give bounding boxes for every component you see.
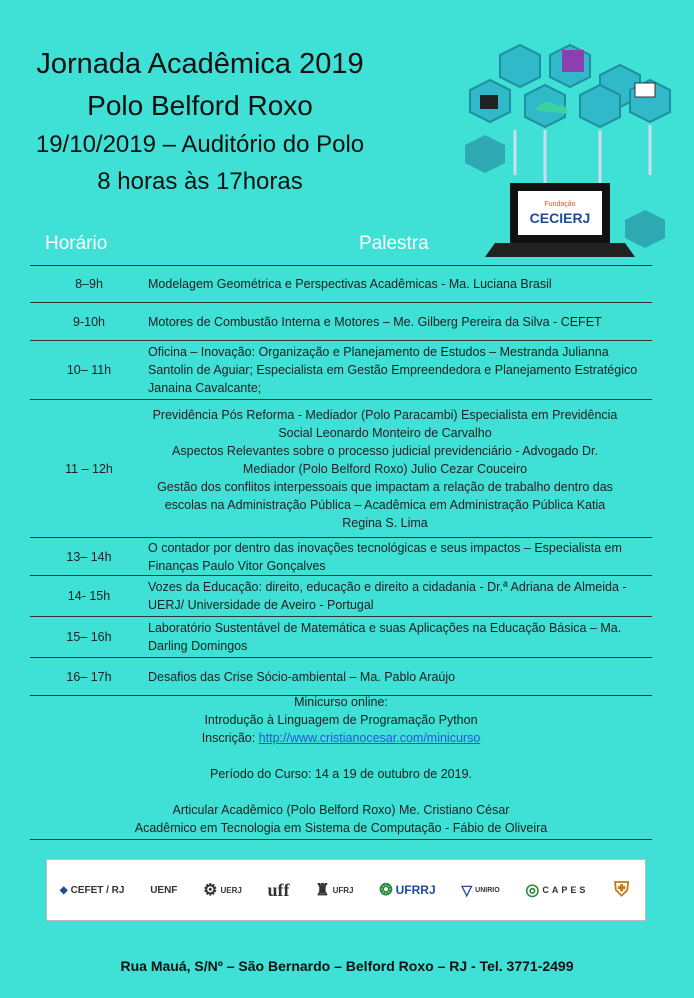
- uerj-logo: ⚙ UERJ: [203, 882, 242, 899]
- event-location: Polo Belford Roxo: [87, 90, 313, 121]
- partner-logos-strip: [46, 859, 646, 921]
- minicurso-course: Introdução à Linguagem de Programação Python: [204, 713, 478, 727]
- schedule-row: [30, 537, 652, 575]
- schedule-row: [30, 399, 652, 537]
- event-hours: 8 horas às 17horas: [97, 168, 303, 195]
- schedule-row: [30, 340, 652, 399]
- ufrj-logo: ♜ UFRJ: [315, 882, 354, 899]
- minicurso-section: [30, 693, 652, 840]
- credit-line: Articular Acadêmico (Polo Belford Roxo) Me. Cristiano César: [172, 803, 510, 817]
- hex-tile: [580, 85, 620, 127]
- event-date: 19/10/2019 – Auditório do Polo: [35, 131, 365, 158]
- signup-link[interactable]: http://www.cristianocesar.com/minicurso: [258, 731, 481, 745]
- cecierj-sublabel: Fundação: [544, 201, 576, 208]
- time-slot: 11 – 12h: [65, 461, 113, 476]
- schedule-row: [30, 302, 652, 340]
- uff-logo: uff: [267, 879, 290, 900]
- signup-label: Inscrição:: [201, 731, 259, 745]
- time-slot: 14- 15h: [67, 589, 111, 603]
- talk-text: O contador por dentro das inovações tecnológicas e seus impactos – Especialista em Finanças Paulo Vitor Gonçalves: [148, 540, 622, 573]
- chip-icon: [480, 95, 498, 109]
- column-header-talk: Palestra: [359, 233, 429, 254]
- time-slot: 13– 14h: [66, 549, 112, 564]
- talk-text: Modelagem Geométrica e Perspectivas Acadêmicas - Ma. Luciana Brasil: [148, 277, 552, 291]
- presentation-icon: [635, 83, 655, 97]
- talk-text: Laboratório Sustentável de Matemática e suas Aplicações na Educação Básica – Ma. Darling Domingos: [148, 621, 622, 653]
- belford-roxo-logo: ⛨: [614, 878, 630, 901]
- talk-text: Previdência Pós Reforma - Mediador (Polo Paracambi) Especialista em Previdência Social Leonardo Monteiro de Carvalho: [152, 407, 618, 440]
- capes-logo: ◎ CAPES: [525, 882, 589, 899]
- talk-text: Oficina – Inovação: Organização e Planejamento de Estudos – Mestranda Julianna Santolin de Aguiar; Especialista em Gestão Empreendedora e Planejamento Estratégico Janaina Cavalcante;: [148, 345, 638, 395]
- time-slot: 10– 11h: [66, 363, 112, 377]
- course-period: Período do Curso: 14 a 19 de outubro de 2019.: [210, 767, 472, 781]
- time-slot: 15– 16h: [66, 630, 112, 644]
- cefet-logo: ◆ CEFET / RJ: [59, 884, 125, 896]
- schedule-row: [30, 616, 652, 657]
- laptop-base: [485, 243, 635, 257]
- tech-hexagon-graphic: [440, 35, 690, 275]
- talk-text: Gestão dos conflitos interpessoais que impactam a relação de trabalho dentro das escolas na Administração Pública – Acadêmica em Administração Pública Katia Regina S. Lima: [157, 479, 613, 530]
- schedule-table: [30, 265, 652, 696]
- time-slot: 9-10h: [73, 314, 105, 329]
- schedule-row: [30, 575, 652, 616]
- column-header-time: Horário: [45, 233, 108, 254]
- talk-text: Desafios das Crise Sócio-ambiental – Ma. Pablo Araújo: [148, 669, 456, 684]
- credit-line: Acadêmico em Tecnologia em Sistema de Computação - Fábio de Oliveira: [30, 819, 652, 840]
- talk-text: Vozes da Educação: direito, educação e direito a cidadania - Dr.ª Adriana de Almeida - UERJ/ Universidade de Aveiro - Portugal: [148, 580, 627, 612]
- talk-text: Aspectos Relevantes sobre o processo judicial previdenciário - Advogado Dr. Mediador (Polo Belford Roxo) Julio Cezar Couceiro: [172, 443, 598, 476]
- hex-tile: [500, 45, 540, 87]
- unirio-logo: ▽ UNIRIO: [461, 881, 500, 898]
- talk-text: Motores de Combustão Interna e Motores – Me. Gilberg Pereira da Silva - CEFET: [148, 314, 602, 329]
- address: Rua Mauá, S/Nº – São Bernardo – Belford Roxo – RJ - Tel. 3771-2499: [120, 958, 574, 974]
- time-slot: 8–9h: [75, 277, 103, 291]
- minicurso-title: Minicurso online:: [294, 695, 388, 709]
- uenf-logo: UENF: [150, 884, 178, 896]
- schedule-row: [30, 657, 652, 695]
- network-icon: [562, 50, 584, 72]
- event-title: Jornada Acadêmica 2019: [36, 48, 364, 80]
- cecierj-logo: CECIERJ: [529, 210, 591, 226]
- time-slot: 16– 17h: [66, 669, 112, 684]
- schedule-row: [30, 265, 652, 302]
- ufrrj-logo: ❂ UFRRJ: [379, 882, 436, 899]
